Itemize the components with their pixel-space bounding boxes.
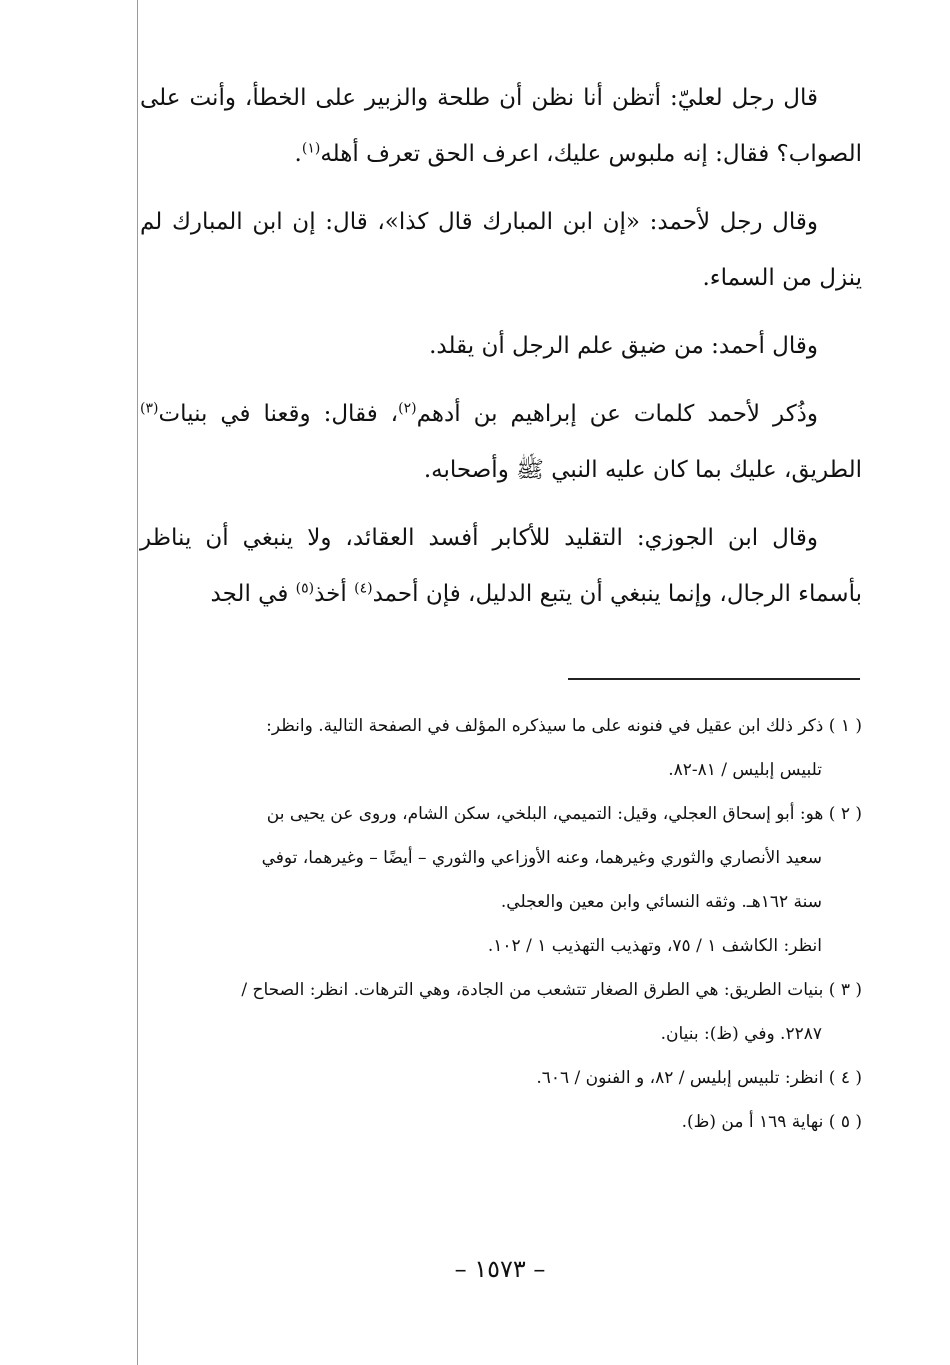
footnote-ref-1[interactable]: (١) — [301, 140, 321, 157]
paragraph-5-text: وقال ابن الجوزي: التقليد للأكابر أفسد العقائد، ولا ينبغي أن يناظر بأسماء الرجال، وإنما ينبغي أن يتبع الدليل، فإن أحمد — [140, 525, 862, 607]
footnote-ref-5[interactable]: (٥) — [295, 580, 315, 597]
paragraph-4 — [140, 386, 862, 498]
paragraph-4-rest: الطريق، عليك بما كان عليه النبي ﷺ وأصحابه. — [423, 457, 862, 483]
footnote-separator — [568, 678, 860, 680]
footnote-3-line-1: ( ٣ ) بنيات الطريق: هي الطرق الصغار تتشعب من الجادة، وهي الترهات. انظر: الصحاح / — [241, 980, 862, 1000]
footnotes — [140, 704, 862, 1144]
paragraph-2-text: وقال رجل لأحمد: «إن ابن المبارك قال كذا»، قال: إن ابن المبارك لم ينزل من السماء. — [140, 209, 862, 291]
footnote-1 — [140, 704, 862, 792]
paragraph-3 — [140, 318, 862, 374]
footnote-4-line-1: ( ٤ ) انظر: تلبيس إبليس / ٨٢، و الفنون / ٦٠٦. — [536, 1068, 862, 1088]
footnote-1-line-1: ( ١ ) ذكر ذلك ابن عقيل في فنونه على ما سيذكره المؤلف في الصفحة التالية. وانظر: — [266, 716, 862, 736]
footnote-2-reference: انظر: الكاشف ١ / ٧٥، وتهذيب التهذيب ١ / ١٠٢. — [487, 936, 822, 956]
footnote-4 — [140, 1056, 862, 1100]
paragraph-3-text: وقال أحمد: من ضيق علم الرجل أن يقلد. — [429, 333, 818, 359]
footnote-ref-2[interactable]: (٢) — [398, 400, 417, 417]
paragraph-4-tail: ، فقال: وقعنا في بنيات — [158, 401, 399, 427]
paragraph-5-rest: في الجد — [210, 581, 296, 607]
footnote-2 — [140, 792, 862, 968]
footnote-2-line-3: سنة ١٦٢هـ. وثقه النسائي وابن معين والعجلي. — [500, 892, 822, 912]
page-number: – ١٥٧٣ – — [454, 1255, 546, 1283]
footnote-ref-4[interactable]: (٤) — [354, 580, 373, 597]
paragraph-1-tail: . — [294, 141, 302, 167]
paragraph-5-tail: أخذ — [314, 581, 355, 607]
paragraph-5 — [140, 510, 862, 622]
footnote-5 — [140, 1100, 862, 1144]
paragraph-2 — [140, 194, 862, 306]
footnote-1-line-2: تلبيس إبليس / ٨١-٨٢. — [668, 760, 822, 780]
page-binding-line — [137, 0, 138, 1365]
paragraph-4-text: وذُكر لأحمد كلمات عن إبراهيم بن أدهم — [416, 401, 818, 427]
main-text — [140, 70, 862, 634]
paragraph-1-text: قال رجل لعليّ: أتظن أنا نظن أن طلحة والزبير على الخطأ، وأنت على الصواب؟ فقال: إنه ملبوس عليك، اعرف الحق تعرف أهله — [140, 85, 862, 167]
footnote-2-line-1: ( ٢ ) هو: أبو إسحاق العجلي، وقيل: التميمي، البلخي، سكن الشام، وروى عن يحيى بن — [266, 804, 862, 824]
footnote-3-line-2: ٢٢٨٧. وفي (ظ): بنيان. — [660, 1024, 822, 1044]
footnote-3 — [140, 968, 862, 1056]
footnote-5-line-1: ( ٥ ) نهاية ١٦٩ أ من (ظ). — [681, 1112, 862, 1132]
footnote-2-line-2: سعيد الأنصاري والثوري وغيرهما، وعنه الأوزاعي والثوري – أيضًا – وغيرهما، توفي — [261, 848, 822, 868]
footnote-ref-3[interactable]: (٣) — [140, 400, 159, 417]
paragraph-1 — [140, 70, 862, 182]
